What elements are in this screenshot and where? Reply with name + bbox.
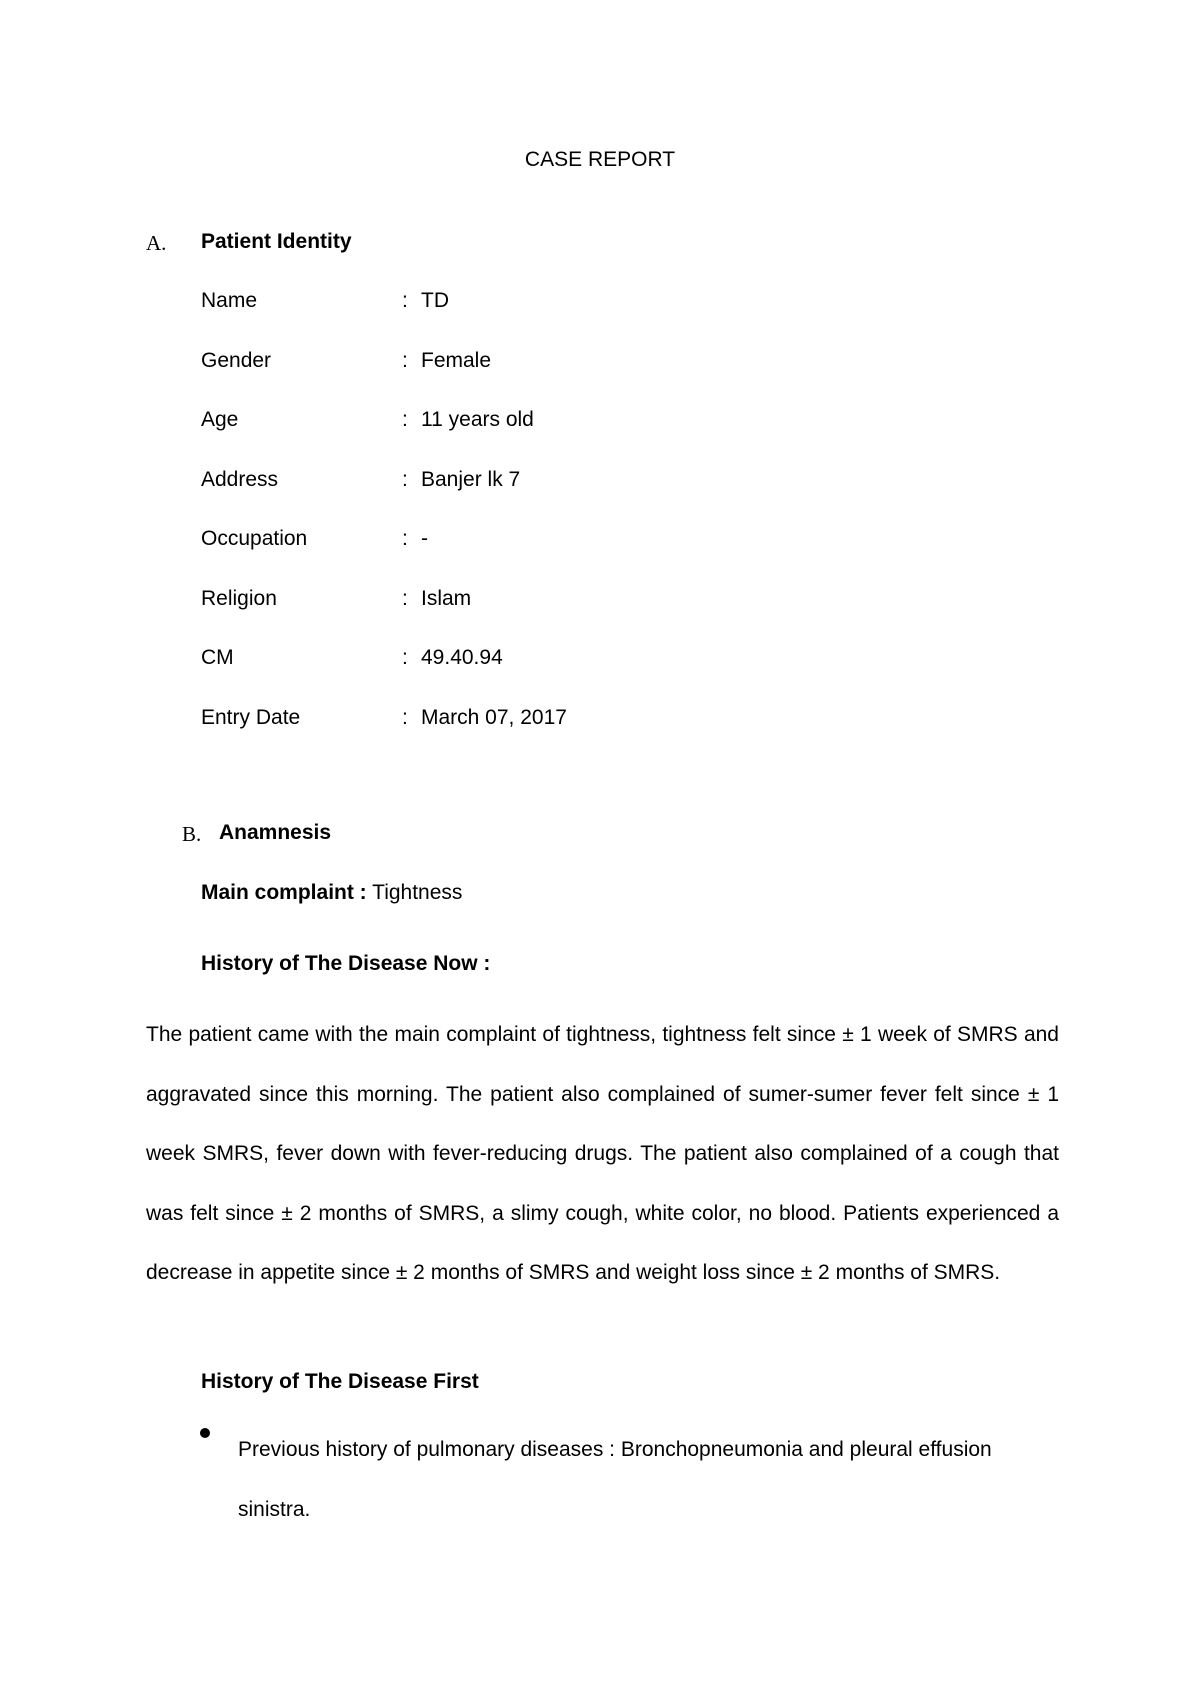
field-value-name: TD — [421, 289, 449, 312]
main-complaint-value: Tightness — [366, 881, 463, 904]
field-value-religion: Islam — [421, 587, 472, 610]
field-label-address: Address — [201, 468, 279, 491]
field-colon: : — [402, 349, 408, 372]
field-label-entry-date: Entry Date — [201, 706, 301, 729]
field-label-gender: Gender — [201, 349, 272, 372]
field-colon: : — [402, 408, 408, 431]
bullet-icon — [200, 1428, 210, 1438]
field-label-occupation: Occupation — [201, 527, 308, 550]
section-a-marker: A. — [146, 231, 167, 255]
history-now-heading: History of The Disease Now : — [201, 952, 491, 975]
field-value-age: 11 years old — [421, 408, 534, 431]
list-item: Previous history of pulmonary diseases : Bronchopneumonia and pleural effusion sinistra. — [238, 1438, 992, 1521]
field-colon: : — [402, 468, 408, 491]
field-value-occupation: - — [421, 527, 428, 550]
field-label-cm: CM — [201, 646, 234, 669]
main-complaint-label: Main complaint : — [201, 881, 367, 904]
section-b-heading: Anamnesis — [219, 821, 332, 844]
field-colon: : — [402, 646, 408, 669]
main-complaint-line — [201, 881, 462, 905]
section-a-heading: Patient Identity — [201, 230, 352, 253]
field-colon: : — [402, 289, 408, 312]
field-colon: : — [402, 706, 408, 729]
section-b-marker: B. — [182, 822, 202, 846]
field-label-name: Name — [201, 289, 258, 312]
field-value-cm: 49.40.94 — [421, 646, 503, 669]
history-now-paragraph: The patient came with the main complaint of tightness, tightness felt since ± 1 week of SMRS and aggravated since this morning. The patient also complained of sumer-sumer fever felt since ± 1 week SMRS, fever down with fever-reducing drugs. The patient also complained of a cough that was felt since ± 2 months of SMRS, a slimy cough, white color, no blood. Patients experienced a decrease in appetite since ± 2 months of SMRS and weight loss since ± 2 months of SMRS. — [146, 1023, 1059, 1285]
field-value-address: Banjer lk 7 — [421, 468, 521, 491]
field-label-religion: Religion — [201, 587, 277, 610]
field-label-age: Age — [201, 408, 239, 431]
field-colon: : — [402, 587, 408, 610]
history-first-heading: History of The Disease First — [201, 1370, 479, 1393]
document-title: CASE REPORT — [524, 148, 676, 171]
field-colon: : — [402, 527, 408, 550]
field-value-gender: Female — [421, 349, 492, 372]
field-value-entry-date: March 07, 2017 — [421, 706, 567, 729]
